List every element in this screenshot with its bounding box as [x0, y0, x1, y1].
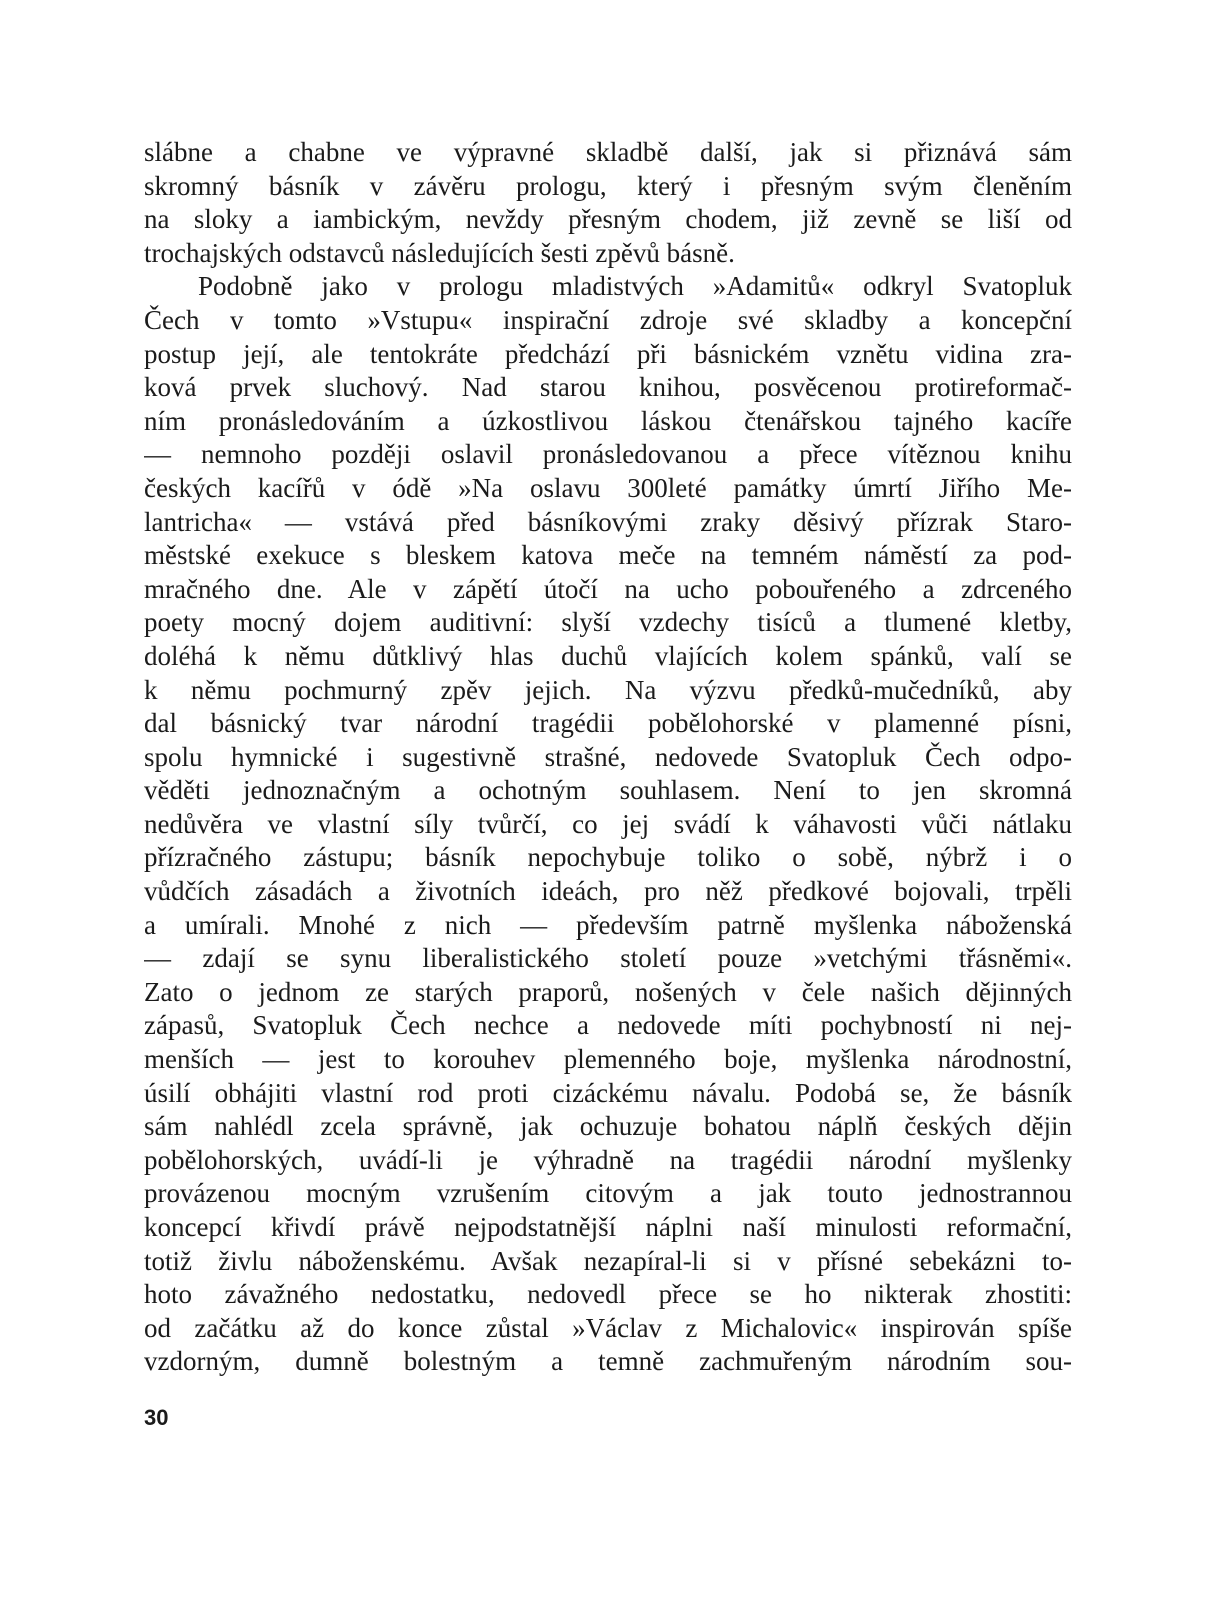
text-line: věděti jednoznačným a ochotným souhlasem. Není to jen skromná	[144, 775, 1072, 806]
text-line: a umírali. Mnohé z nich — především patrně myšlenka náboženská	[144, 909, 1072, 940]
text-line: Zato o jednom ze starých praporů, nošených v čele našich dějinných	[144, 976, 1072, 1007]
text-line: přízračného zástupu; básník nepochybuje toliko o sobě, nýbrž i o	[144, 842, 1072, 873]
text-line: zápasů, Svatopluk Čech nechce a nedovede míti pochybností ni nej-	[144, 1010, 1072, 1041]
text-line: provázenou mocným vzrušením citovým a jak touto jednostrannou	[144, 1178, 1072, 1209]
text-line: — zdají se synu liberalistického století pouze »vetchými třásněmi«.	[144, 943, 1072, 974]
text-line: slábne a chabne ve výpravné skladbě další, jak si přiznává sám	[144, 137, 1072, 167]
text-line: vůdčích zásadách a životních ideách, pro něž předkové bojovali, trpěli	[144, 876, 1072, 907]
text-line: hoto závažného nedostatku, nedovedl přece se ho nikterak zhostiti:	[144, 1279, 1072, 1310]
text-line: menších — jest to korouhev plemenného boje, myšlenka národnostní,	[144, 1044, 1072, 1075]
text-line: městské exekuce s bleskem katova meče na temném náměstí za pod-	[144, 540, 1072, 571]
text-line: k němu pochmurný zpěv jejich. Na výzvu předků-mučedníků, aby	[144, 674, 1072, 705]
text-line: poety mocný dojem auditivní: slyší vzdechy tisíců a tlumené kletby,	[144, 607, 1072, 638]
text-line: totiž živlu náboženskému. Avšak nezapíral-li si v přísné sebekázni to-	[144, 1245, 1072, 1276]
text-line: doléhá k němu důtklivý hlas duchů vlajících kolem spánků, valí se	[144, 640, 1072, 671]
text-line: úsilí obhájiti vlastní rod proti cizáckému návalu. Podobá se, že básník	[144, 1077, 1072, 1108]
text-line: českých kacířů v ódě »Na oslavu 300leté památky úmrtí Jiřího Me-	[144, 472, 1072, 503]
text-line: nedůvěra ve vlastní síly tvůrčí, co jej svádí k váhavosti vůči nátlaku	[144, 808, 1072, 839]
text-line: spolu hymnické i sugestivně strašné, nedovede Svatopluk Čech odpo-	[144, 741, 1072, 772]
text-line: ková prvek sluchový. Nad starou knihou, posvěcenou protireformač-	[144, 372, 1072, 403]
text-line: Podobně jako v prologu mladistvých »Adamitů« odkryl Svatopluk	[198, 271, 1072, 302]
text-line: pobělohorských, uvádí-li je výhradně na tragédii národní myšlenky	[144, 1144, 1072, 1175]
text-line: na sloky a iambickým, nevždy přesným chodem, již zevně se liší od	[144, 204, 1072, 235]
text-line: ním pronásledováním a úzkostlivou láskou čtenářskou tajného kacíře	[144, 405, 1072, 436]
text-line: lantricha« — vstává před básníkovými zraky děsivý přízrak Staro-	[144, 506, 1072, 537]
text-line: — nemnoho později oslavil pronásledovanou a přece vítěznou knihu	[144, 439, 1072, 470]
text-line: skromný básník v závěru prologu, který i přesným svým členěním	[144, 170, 1072, 201]
text-line: od začátku až do konce zůstal »Václav z Michalovic« inspirován spíše	[144, 1312, 1072, 1343]
text-line: dal básnický tvar národní tragédii pobělohorské v plamenné písni,	[144, 708, 1072, 739]
text-line: vzdorným, dumně bolestným a temně zachmuřeným národním sou-	[144, 1346, 1072, 1377]
text-line: postup její, ale tentokráte předchází při básnickém vznětu vidina zra-	[144, 338, 1072, 369]
page-number: 30	[144, 1405, 169, 1430]
text-line: koncepcí křivdí právě nejpodstatnější náplni naší minulosti reformační,	[144, 1212, 1072, 1242]
text-line: Čech v tomto »Vstupu« inspirační zdroje své skladby a koncepční	[144, 304, 1072, 335]
text-line: trochajských odstavců následujících šesti zpěvů básně.	[144, 237, 735, 268]
text-line: mračného dne. Ale v zápětí útočí na ucho pobouřeného a zdrceného	[144, 573, 1072, 604]
text-line: sám nahlédl zcela správně, jak ochuzuje bohatou náplň českých dějin	[144, 1111, 1072, 1142]
body-text	[144, 136, 1072, 1379]
